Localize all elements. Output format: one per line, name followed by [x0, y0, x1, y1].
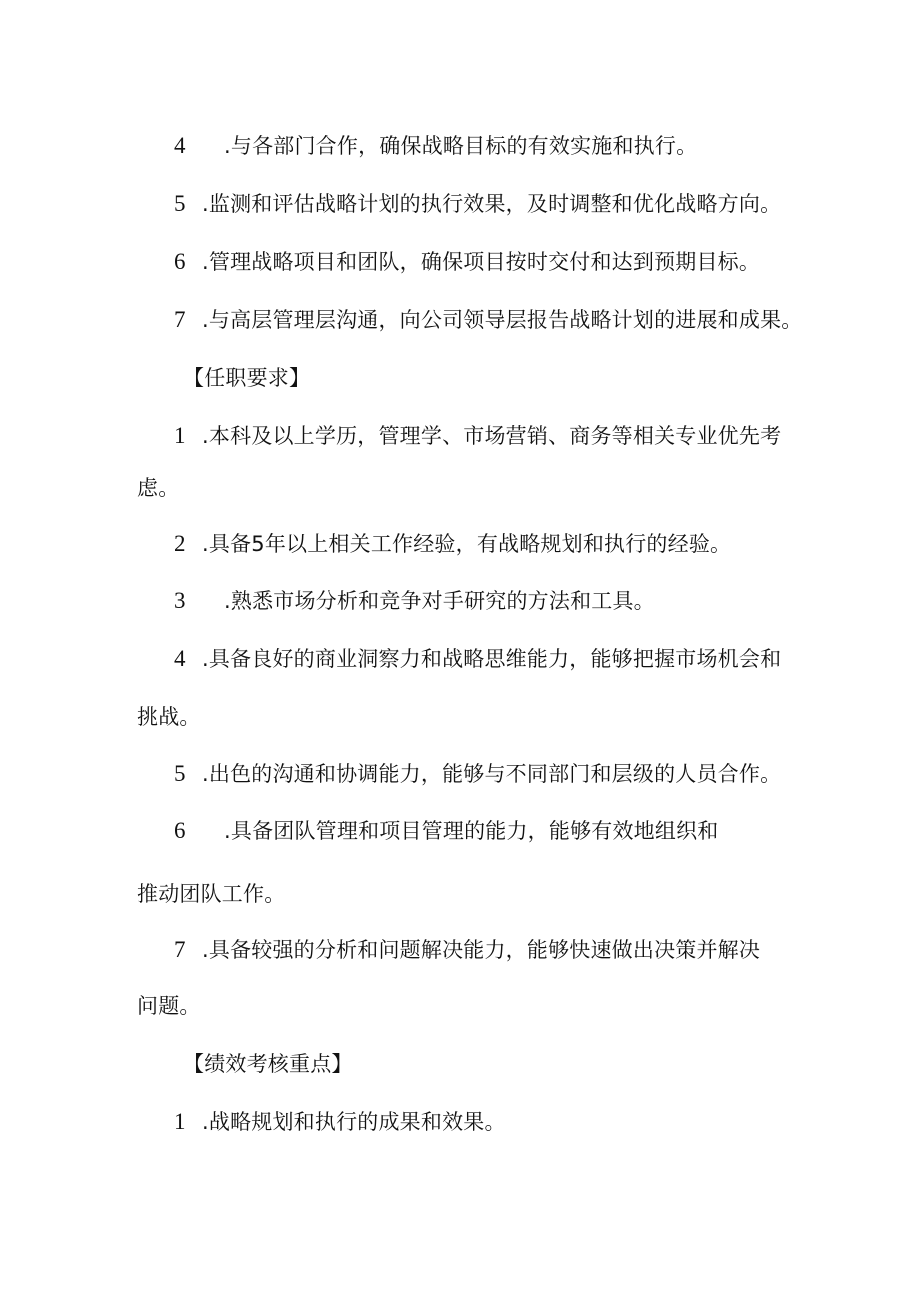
requirement-item-4-continuation: 挑战。: [137, 705, 201, 729]
item-text: .具备较强的分析和问题解决能力，能够快速做出决策并解决: [202, 938, 761, 962]
requirement-item-1: [174, 421, 781, 451]
item-number: 3: [174, 588, 186, 613]
duty-item-5: [174, 189, 781, 219]
item-number: 7: [174, 937, 186, 962]
item-number: 1: [174, 423, 186, 448]
item-number: 6: [174, 818, 186, 843]
requirement-item-7-continuation: 问题。: [137, 994, 201, 1018]
item-text: .熟悉市场分析和竞争对手研究的方法和工具。: [224, 589, 655, 613]
requirement-item-3: [174, 586, 655, 616]
requirement-item-1-continuation: 虑。: [137, 476, 180, 500]
performance-item-1: [174, 1107, 506, 1137]
item-text: .战略规划和执行的成果和效果。: [202, 1110, 506, 1134]
item-text: .与高层管理层沟通，向公司领导层报告战略计划的进展和成果。: [202, 308, 803, 332]
requirement-item-5: [174, 759, 781, 789]
item-text: .具备5年以上相关工作经验，有战略规划和执行的经验。: [202, 532, 732, 556]
item-number: 5: [174, 191, 186, 216]
item-text: .具备良好的商业洞察力和战略思维能力，能够把握市场机会和: [202, 647, 782, 671]
duty-item-6: [174, 247, 760, 277]
item-number: 5: [174, 761, 186, 786]
item-text: .出色的沟通和协调能力，能够与不同部门和层级的人员合作。: [202, 762, 782, 786]
requirement-item-6: [174, 816, 718, 846]
item-text: .具备团队管理和项目管理的能力，能够有效地组织和: [224, 819, 719, 843]
item-text: .监测和评估战略计划的执行效果，及时调整和优化战略方向。: [202, 192, 782, 216]
item-text: .本科及以上学历，管理学、市场营销、商务等相关专业优先考: [202, 424, 782, 448]
requirement-item-2: [174, 529, 731, 559]
requirements-heading: 【任职要求】: [183, 366, 311, 390]
duty-item-4: [174, 131, 697, 161]
requirement-item-7: [174, 935, 760, 965]
item-number: 2: [174, 531, 186, 556]
performance-heading: 【绩效考核重点】: [183, 1052, 353, 1076]
item-number: 6: [174, 249, 186, 274]
item-number: 7: [174, 307, 186, 332]
item-number: 1: [174, 1109, 186, 1134]
item-number: 4: [174, 133, 186, 158]
item-number: 4: [174, 646, 186, 671]
requirement-item-4: [174, 644, 781, 674]
item-text: .与各部门合作，确保战略目标的有效实施和执行。: [224, 134, 698, 158]
duty-item-7: [174, 305, 802, 335]
item-text: .管理战略项目和团队，确保项目按时交付和达到预期目标。: [202, 250, 761, 274]
requirement-item-6-continuation: 推动团队工作。: [137, 882, 286, 906]
